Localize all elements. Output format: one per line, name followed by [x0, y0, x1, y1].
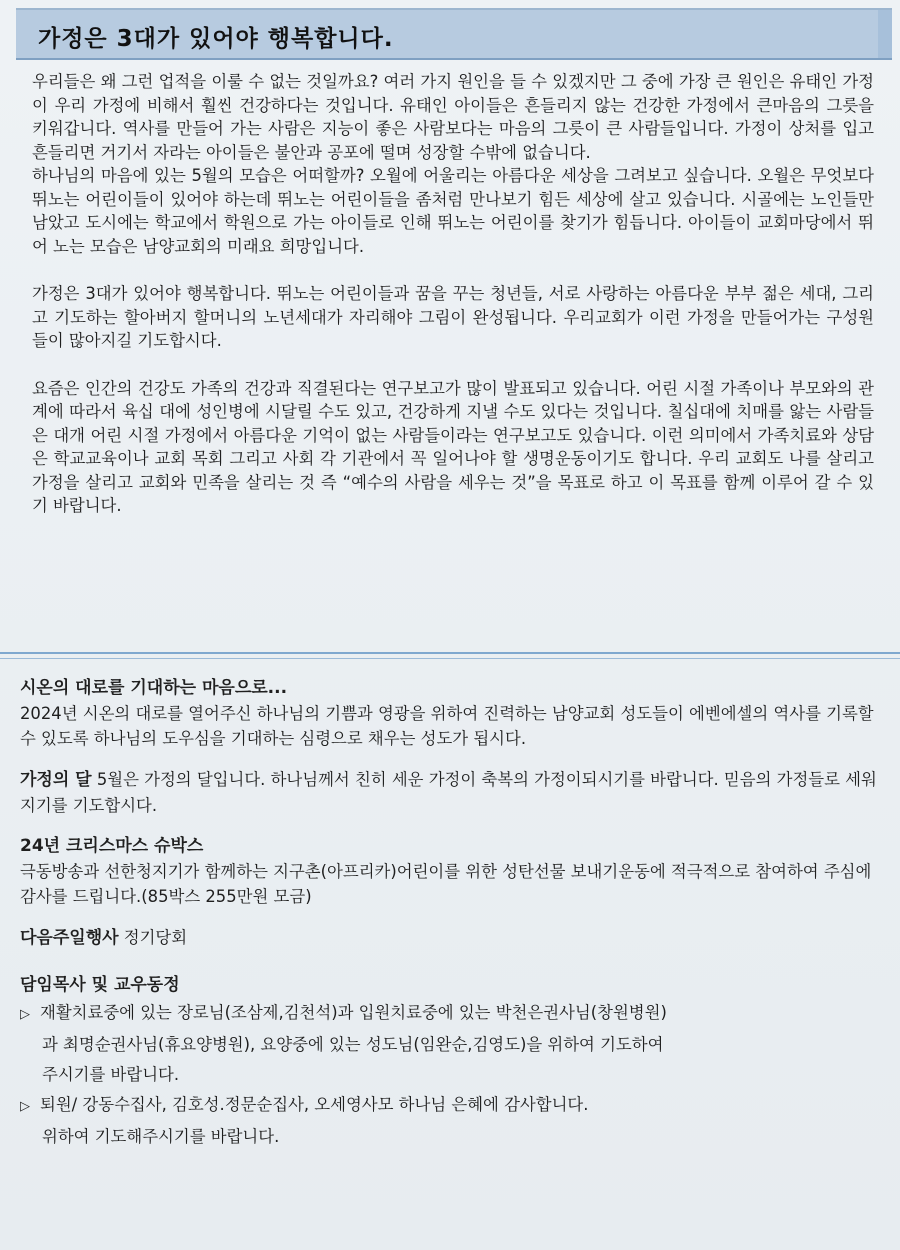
family-heading: 가정의 달 [20, 770, 92, 790]
triangle-right-icon: ▷ [20, 1099, 30, 1114]
pastor-item-2: ▷ 퇴원/ 강동수집사, 김호성.정문순집사, 오세영사모 하나님 은혜에 감사합니다. [20, 1090, 886, 1122]
article-paragraph-1: 우리들은 왜 그런 업적을 이룰 수 없는 것일까요? 여러 가지 원인을 들 수 있겠지만 그 중에 가장 큰 원인은 유태인 가정이 우리 가정에 비해서 훨씬 건강하다는 것입니다. 유태인 아이들은 흔들리지 않는 건강한 가정에서 큰마음의 그릇을 키워갑니다. 역사를 만들어 가는 사람은 지능이 좋은 사람보다는 마음의 그릇이 큰 사람들입니다. 가정이 상처를 입고 흔들리면 거기서 자라는 아이들은 불안과 공포에 떨며 성장할 수밖에 없습니다. [32, 72, 874, 162]
pastor-item-2-cont: 위하여 기도해주시기를 바랍니다. [42, 1127, 280, 1146]
pastor-item-1-end: 주시기를 바랍니다. [42, 1065, 180, 1084]
next-text: 정기당회 [118, 928, 188, 947]
news-section [20, 676, 886, 1168]
section-divider [0, 652, 900, 654]
title-bar-stripe [878, 10, 892, 58]
pastor-block [20, 973, 886, 1152]
article-body [32, 70, 874, 518]
zion-heading: 시온의 대로를 기대하는 마음으로... [20, 678, 288, 698]
article-paragraph-2: 하나님의 마음에 있는 5월의 모습은 어떠할까? 오월에 어울리는 아름다운 세상을 그려보고 싶습니다. 오월은 무엇보다 뛰노는 어린이들이 있어야 하는데 뛰노는 어린이들을 좀처럼 만나보기 힘든 세상에 살고 있습니다. 시골에는 노인들만 남았고 도시에는 학교에서 학원으로 가는 아이들로 인해 뛰노는 어린이를 찾기가 힘듭니다. 아이들이 교회마당에서 뛰어 노는 모습은 남양교회의 미래요 희망입니다. [32, 166, 874, 256]
pastor-item-1: ▷ 재활치료중에 있는 장로님(조삼제,김천석)과 입원치료중에 있는 박천은권사님(창원병원) [20, 998, 886, 1030]
next-block [20, 925, 886, 951]
family-block [20, 767, 886, 818]
pastor-item-1-cont: 과 최명순권사님(휴요양병원), 요양중에 있는 성도님(임완순,김영도)을 위하여 기도하여 [42, 1035, 664, 1054]
xmas-block [20, 834, 886, 909]
pastor-heading: 담임목사 및 교우동정 [20, 975, 180, 995]
family-text: 5월은 가정의 달입니다. 하나님께서 친히 세운 가정이 축복의 가정이되시기를 바랍니다. 믿음의 가정들로 세워지기를 기도합시다. [20, 770, 877, 815]
article-paragraph-3: 가정은 3대가 있어야 행복합니다. 뛰노는 어린이들과 꿈을 꾸는 청년들, 서로 사랑하는 아름다운 부부 젊은 세대, 그리고 기도하는 할아버지 할머니의 노년세대가 자리해야 그림이 완성됩니다. 우리교회가 이런 가정을 만들어가는 구성원들이 많아지길 기도합시다. [32, 284, 874, 350]
triangle-right-icon: ▷ [20, 1007, 30, 1022]
title-bar [16, 8, 892, 60]
zion-block [20, 676, 886, 751]
next-heading: 다음주일행사 [20, 928, 119, 948]
page-title: 가정은 3대가 있어야 행복합니다. [38, 26, 394, 52]
article-paragraph-4: 요즘은 인간의 건강도 가족의 건강과 직결된다는 연구보고가 많이 발표되고 있습니다. 어린 시절 가족이나 부모와의 관계에 따라서 육십 대에 성인병에 시달릴 수도 있고, 건강하게 지낼 수도 있다는 것입니다. 칠십대에 치매를 앓는 사람들은 대개 어린 시절 가정에서 아름다운 기억이 없는 사람들이라는 연구보고도 있습니다. 이런 의미에서 가족치료와 상담은 학교교육이나 교회 목회 그리고 사회 각 기관에서 꼭 일어나야 할 생명운동이기도 합니다. 우리 교회도 나를 살리고 가정을 살리고 교회와 민족을 살리는 것 즉 “예수의 사람을 세우는 것”을 목표로 하고 이 목표를 함께 이루어 갈 수 있기 바랍니다. [32, 378, 874, 515]
zion-text: 2024년 시온의 대로를 열어주신 하나님의 기쁨과 영광을 위하여 진력하는 남양교회 성도들이 에벤에셀의 역사를 기록할 수 있도록 하나님의 도우심을 기대하는 심령으로 채우는 성도가 됩시다. [20, 704, 874, 748]
section-divider-thin [0, 658, 900, 659]
xmas-text: 극동방송과 선한청지기가 함께하는 지구촌(아프리카)어린이를 위한 성탄선물 보내기운동에 적극적으로 참여하여 주심에 감사를 드립니다.(85박스 255만원 모금) [20, 862, 872, 906]
xmas-heading: 24년 크리스마스 슈박스 [20, 836, 204, 856]
